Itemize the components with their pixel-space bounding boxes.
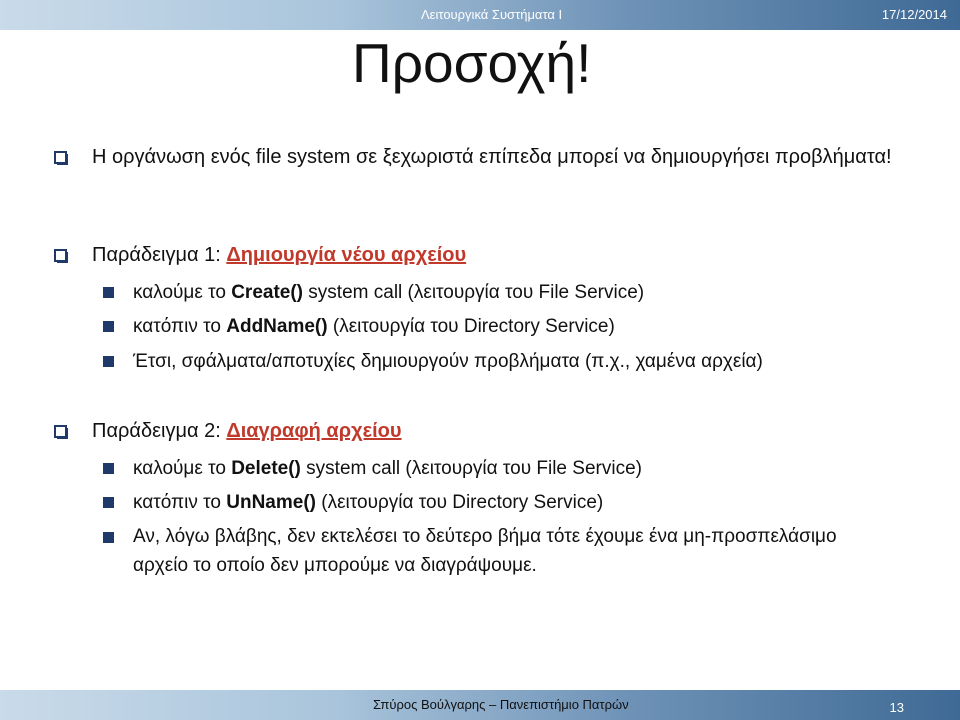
syscall-name: AddName() [226,316,328,337]
filled-square-bullet-icon [102,531,116,545]
example-1-consequence: Έτσι, σφάλματα/αποτυχίες δημιουργούν προβλήματα (π.χ., χαμένα αρχεία) [133,351,763,372]
slide-date: 17/12/2014 [881,7,947,22]
example-2-consequence: Αν, λόγω βλάβης, δεν εκτελέσει το δεύτερο βήμα τότε έχουμε ένα μη-προσπελάσιμο αρχείο το οποίο δεν μπορούμε να διαγράψουμε. [133,526,837,576]
hollow-square-bullet-icon [53,424,69,440]
example-1-step-2 [133,312,913,341]
course-title: Λειτουργικά Συστήματα Ι [421,7,563,22]
header-bar [0,0,960,30]
filled-square-bullet-icon [102,355,116,369]
step-prefix: κατόπιν το [133,316,227,337]
step-suffix: (λειτουργία του Directory Service) [327,316,615,337]
step-prefix: καλούμε το [133,282,232,303]
syscall-name: Delete() [231,458,301,479]
hollow-square-bullet-icon [53,248,69,264]
page-number: 13 [889,700,904,715]
slide-title: Προσοχή! [352,32,592,94]
example-2-step-2 [133,488,913,517]
syscall-name: Create() [231,282,304,303]
example-2-heading [92,417,892,445]
filled-square-bullet-icon [102,496,116,510]
example-1-step-1 [133,278,913,307]
footer-author: Σπύρος Βούλγαρης – Πανεπιστήμιο Πατρών [373,697,629,712]
step-suffix: system call (λειτουργία του File Service) [303,282,645,303]
step-prefix: κατόπιν το [133,492,227,513]
step-suffix: (λειτουργία του Directory Service) [315,492,604,513]
filled-square-bullet-icon [102,462,116,476]
intro-text: Η οργάνωση ενός file system σε ξεχωριστά επίπεδα μπορεί να δημιουργήσει προβλήματα! [92,146,892,168]
filled-square-bullet-icon [102,286,116,300]
example-2-label: Παράδειγμα 2: [92,420,227,442]
example-1-topic-link[interactable]: Δημιουργία νέου αρχείου [226,244,467,266]
example-1-label: Παράδειγμα 1: [92,244,227,266]
filled-square-bullet-icon [102,320,116,334]
example-1-heading [92,241,892,269]
step-prefix: καλούμε το [133,458,232,479]
syscall-name: UnName() [226,492,316,513]
step-suffix: system call (λειτουργία του File Service) [300,458,642,479]
footer-bar [0,690,960,720]
hollow-square-bullet-icon [53,150,69,166]
example-2-step-1 [133,454,913,483]
example-2-topic-link[interactable]: Διαγραφή αρχείου [226,420,402,442]
